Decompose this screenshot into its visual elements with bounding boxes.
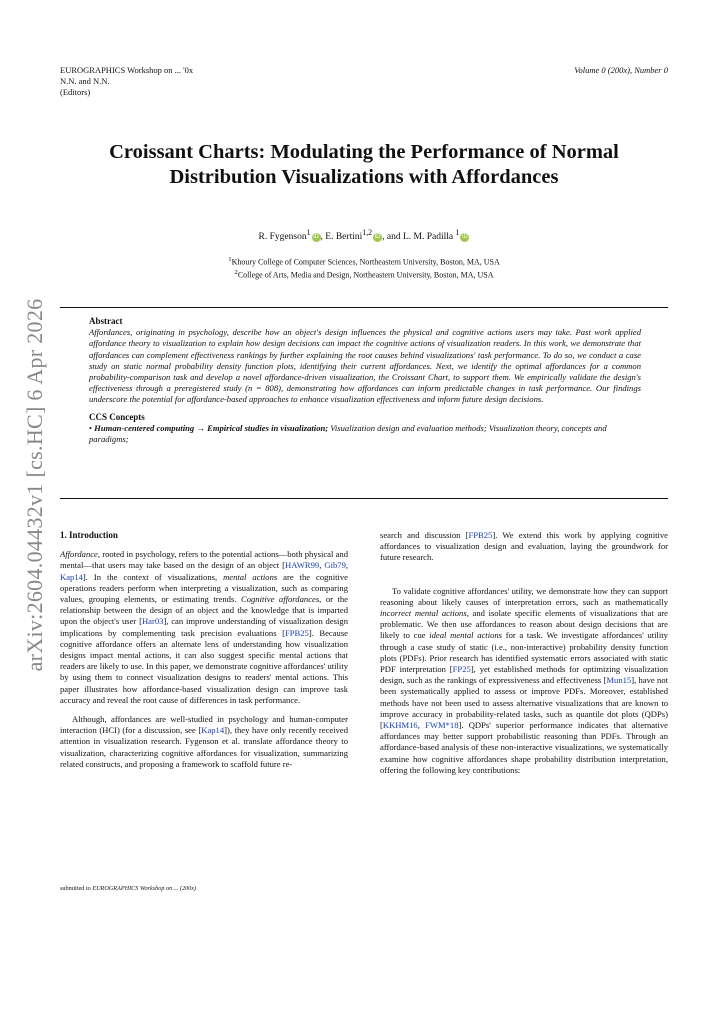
text-run: ]), they have only recently received attention in visualization research. Fygenson et al. translate affordance theory to visualization, characterizing cognitive affordances for visualization, summarizing related constructs, and proposing a framework to scaffold future re-	[60, 725, 348, 769]
affiliation-1	[60, 255, 668, 268]
author-sup: 1	[306, 228, 311, 237]
intro-paragraph-4	[380, 586, 668, 776]
text-run: ]. In the context of visualizations,	[82, 571, 224, 582]
affiliation-text: College of Arts, Media and Design, Northeastern University, Boston, MA, USA	[237, 270, 494, 280]
column-left	[60, 530, 348, 778]
text-run: , rooted in psychology, refers to the potential actions—both physical and mental—that users may take based on the design of an object [	[60, 549, 348, 571]
ccs-heading: CCS Concepts	[89, 411, 145, 422]
text-run: ]. We extend this work by applying cognitive affordances to visualization design and evaluation, laying the groundwork for future research.	[380, 530, 668, 563]
citation-link[interactable]: KKHM16	[382, 720, 418, 731]
affiliation-2	[60, 268, 668, 281]
citation-link[interactable]: FPB25	[284, 627, 309, 638]
affiliations	[60, 255, 668, 281]
term-mental-actions: mental actions	[223, 571, 278, 582]
running-header-volume: Volume 0 (200x), Number 0	[574, 65, 668, 75]
abstract-text: Affordances, originating in psychology, describe how an object's design influences the physical and cognitive actions users may take. Past work applied affordance theory to visualization to explain how design decisions can impact the cognitive actions of visualization readers. In this work, we demonstrate that affordances can complement effectiveness rankings by further explaining the root causes behind visualizations' task performance. To do so, we conduct a case study on static normal probability density function plots, identifying their current affordances. Next, we identify the optimal affordances for a common probability-comparison task and develop a novel affordance-driven visualization, the Croissant Chart, to support them. We empirically validate the design's effectiveness through a preregistered study (n = 808), demonstrating how affordances can inform predictable changes in task performance. Our findings underscore the potential for affordance-based approaches to enhance visualization effectiveness and inform future design decisions.	[89, 327, 641, 405]
text-run: ], have not been systematically applied to assess or improve PDFs. Moreover, established methods have not been used to assess alternative visualizations that are known to improve accuracy in probability-related tasks, such as quantile dot plots (QDPs) [	[380, 675, 669, 731]
citation-link[interactable]: Kap14	[60, 571, 83, 582]
column-right	[380, 530, 668, 784]
arxiv-stamp	[22, 300, 48, 670]
title-line-2: Distribution Visualizations with Affordances	[169, 166, 559, 188]
footer-prefix: submitted to	[60, 885, 93, 892]
footer-venue: EUROGRAPHICS Workshop on ... (200x)	[92, 885, 197, 892]
citation-link[interactable]: FP25	[452, 664, 471, 675]
ccs-list	[89, 423, 641, 445]
affiliation-sup: 2	[234, 269, 238, 277]
citation-link[interactable]: Kap14	[201, 725, 225, 736]
term-incorrect-mental-actions: incorrect mental actions	[380, 608, 467, 619]
text-run: search and discussion [	[380, 530, 469, 540]
text-run: To validate cognitive affordances' utility, we demonstrate how they can support reasoning about likely causes of interpretation errors, such as mathematically	[380, 585, 668, 607]
affiliation-text: Khoury College of Computer Sciences, Northeastern University, Boston, MA, USA	[231, 257, 500, 267]
text-run: , and isolate specific elements of visualizations that are problematic. We then use affordances to reason about design decisions that are likely to cue	[380, 608, 668, 641]
ccs-secondary: Visualization design and evaluation methods; Visualization theory, concepts and paradigms;	[89, 422, 607, 445]
arxiv-id-text[interactable]: arXiv:2604.04432v1 [cs.HC] 6 Apr 2026	[22, 298, 47, 672]
orcid-icon[interactable]: iD	[374, 234, 381, 241]
text-run: ,	[345, 560, 349, 571]
citation-link[interactable]: Gib79	[324, 560, 346, 571]
header-venue: EUROGRAPHICS Workshop on ... '0x	[60, 65, 194, 75]
abstract-heading: Abstract	[89, 316, 123, 326]
text-run: , or the relationship between the design of an object and the knowledge that is imparted upon the object's user [	[60, 594, 348, 627]
text-run: are the cognitive operations readers perform when interpreting a visualization, such as comparing values, grouping elements, or estimating trends.	[60, 571, 348, 605]
text-run: ,	[319, 560, 325, 571]
running-header-left	[60, 65, 193, 98]
ccs-bullet: •	[89, 422, 95, 433]
page-footer	[60, 885, 196, 892]
title-line-1: Croissant Charts: Modulating the Performance of Normal	[109, 141, 619, 163]
ccs-primary: Human-centered computing → Empirical studies in visualization;	[94, 422, 329, 433]
text-run: ]. Because cognitive affordance offers an alternate lens of understanding how visualization designs impact mental actions, it can also suggest specific mental actions that readers are likely to use. In this paper, we demonstrate cognitive affordances' utility by using them to connect visualization designs to readers' mental actions. This paper illustrates how affordance-based visualization design can improve task accuracy and reveal the root cause of differences in task performance.	[60, 627, 348, 705]
ccs-concepts	[89, 412, 641, 446]
intro-paragraph-3	[380, 530, 668, 564]
text-run: ], can improve understanding of visualization design implications by complementing task precision evaluations [	[60, 616, 348, 638]
abstract-top-rule	[60, 307, 668, 308]
author-fygenson: R. Fygenson	[258, 232, 307, 243]
author-bertini: , E. Bertini	[320, 232, 363, 243]
affiliation-sup: 1	[228, 256, 232, 263]
orcid-icon[interactable]: iD	[313, 234, 319, 241]
text-run: ,	[417, 720, 426, 731]
abstract-bottom-rule	[60, 498, 668, 499]
citation-link[interactable]: Mun15	[606, 675, 632, 686]
citation-link[interactable]: FPB25	[468, 530, 493, 540]
author-list	[60, 228, 668, 242]
text-run: ], yet established methods for optimizing visualization design, such as the rankings of expressiveness and effectiveness [	[380, 664, 668, 686]
term-ideal-mental-actions: ideal mental actions	[429, 630, 503, 641]
intro-paragraph-1	[60, 549, 348, 706]
citation-link[interactable]: FWM*18	[425, 720, 459, 731]
author-sup: 1	[455, 228, 460, 237]
citation-link[interactable]: Har03	[141, 616, 164, 627]
text-run: for a task. We investigate affordances' utility through a case study of static (i.e., non-interactive) probability density function plots (PDFs). Prior research has identified systematic errors associated with static PDF interpretation [	[380, 630, 668, 675]
intro-paragraph-2	[60, 714, 348, 770]
term-cognitive-affordances: Cognitive affordances	[240, 594, 320, 605]
citation-link[interactable]: HAWR99	[285, 560, 320, 571]
header-editors-names: N.N. and N.N.	[60, 76, 110, 86]
author-padilla: , and L. M. Padilla	[382, 232, 456, 243]
orcid-icon[interactable]: iD	[462, 234, 468, 241]
header-editors-label: (Editors)	[60, 87, 91, 97]
author-sup: 1,2	[362, 228, 373, 237]
paper-title	[60, 140, 668, 190]
term-affordance: Affordance	[60, 549, 98, 560]
text-run: Although, affordances are well-studied in psychology and human-computer interaction (HCI) (for a discussion, see [	[60, 714, 348, 736]
abstract-block	[89, 316, 641, 445]
text-run: ]. QDPs' superior performance indicates that alternative affordances may better support probabilistic reasoning than PDFs. Through an affordance-based analysis of these non-interactive visualizations, we systematically examine how cognitive affordances shape probability distribution interpretation, offering the following key contributions:	[380, 720, 669, 775]
section-heading-introduction: 1. Introduction	[60, 530, 118, 540]
